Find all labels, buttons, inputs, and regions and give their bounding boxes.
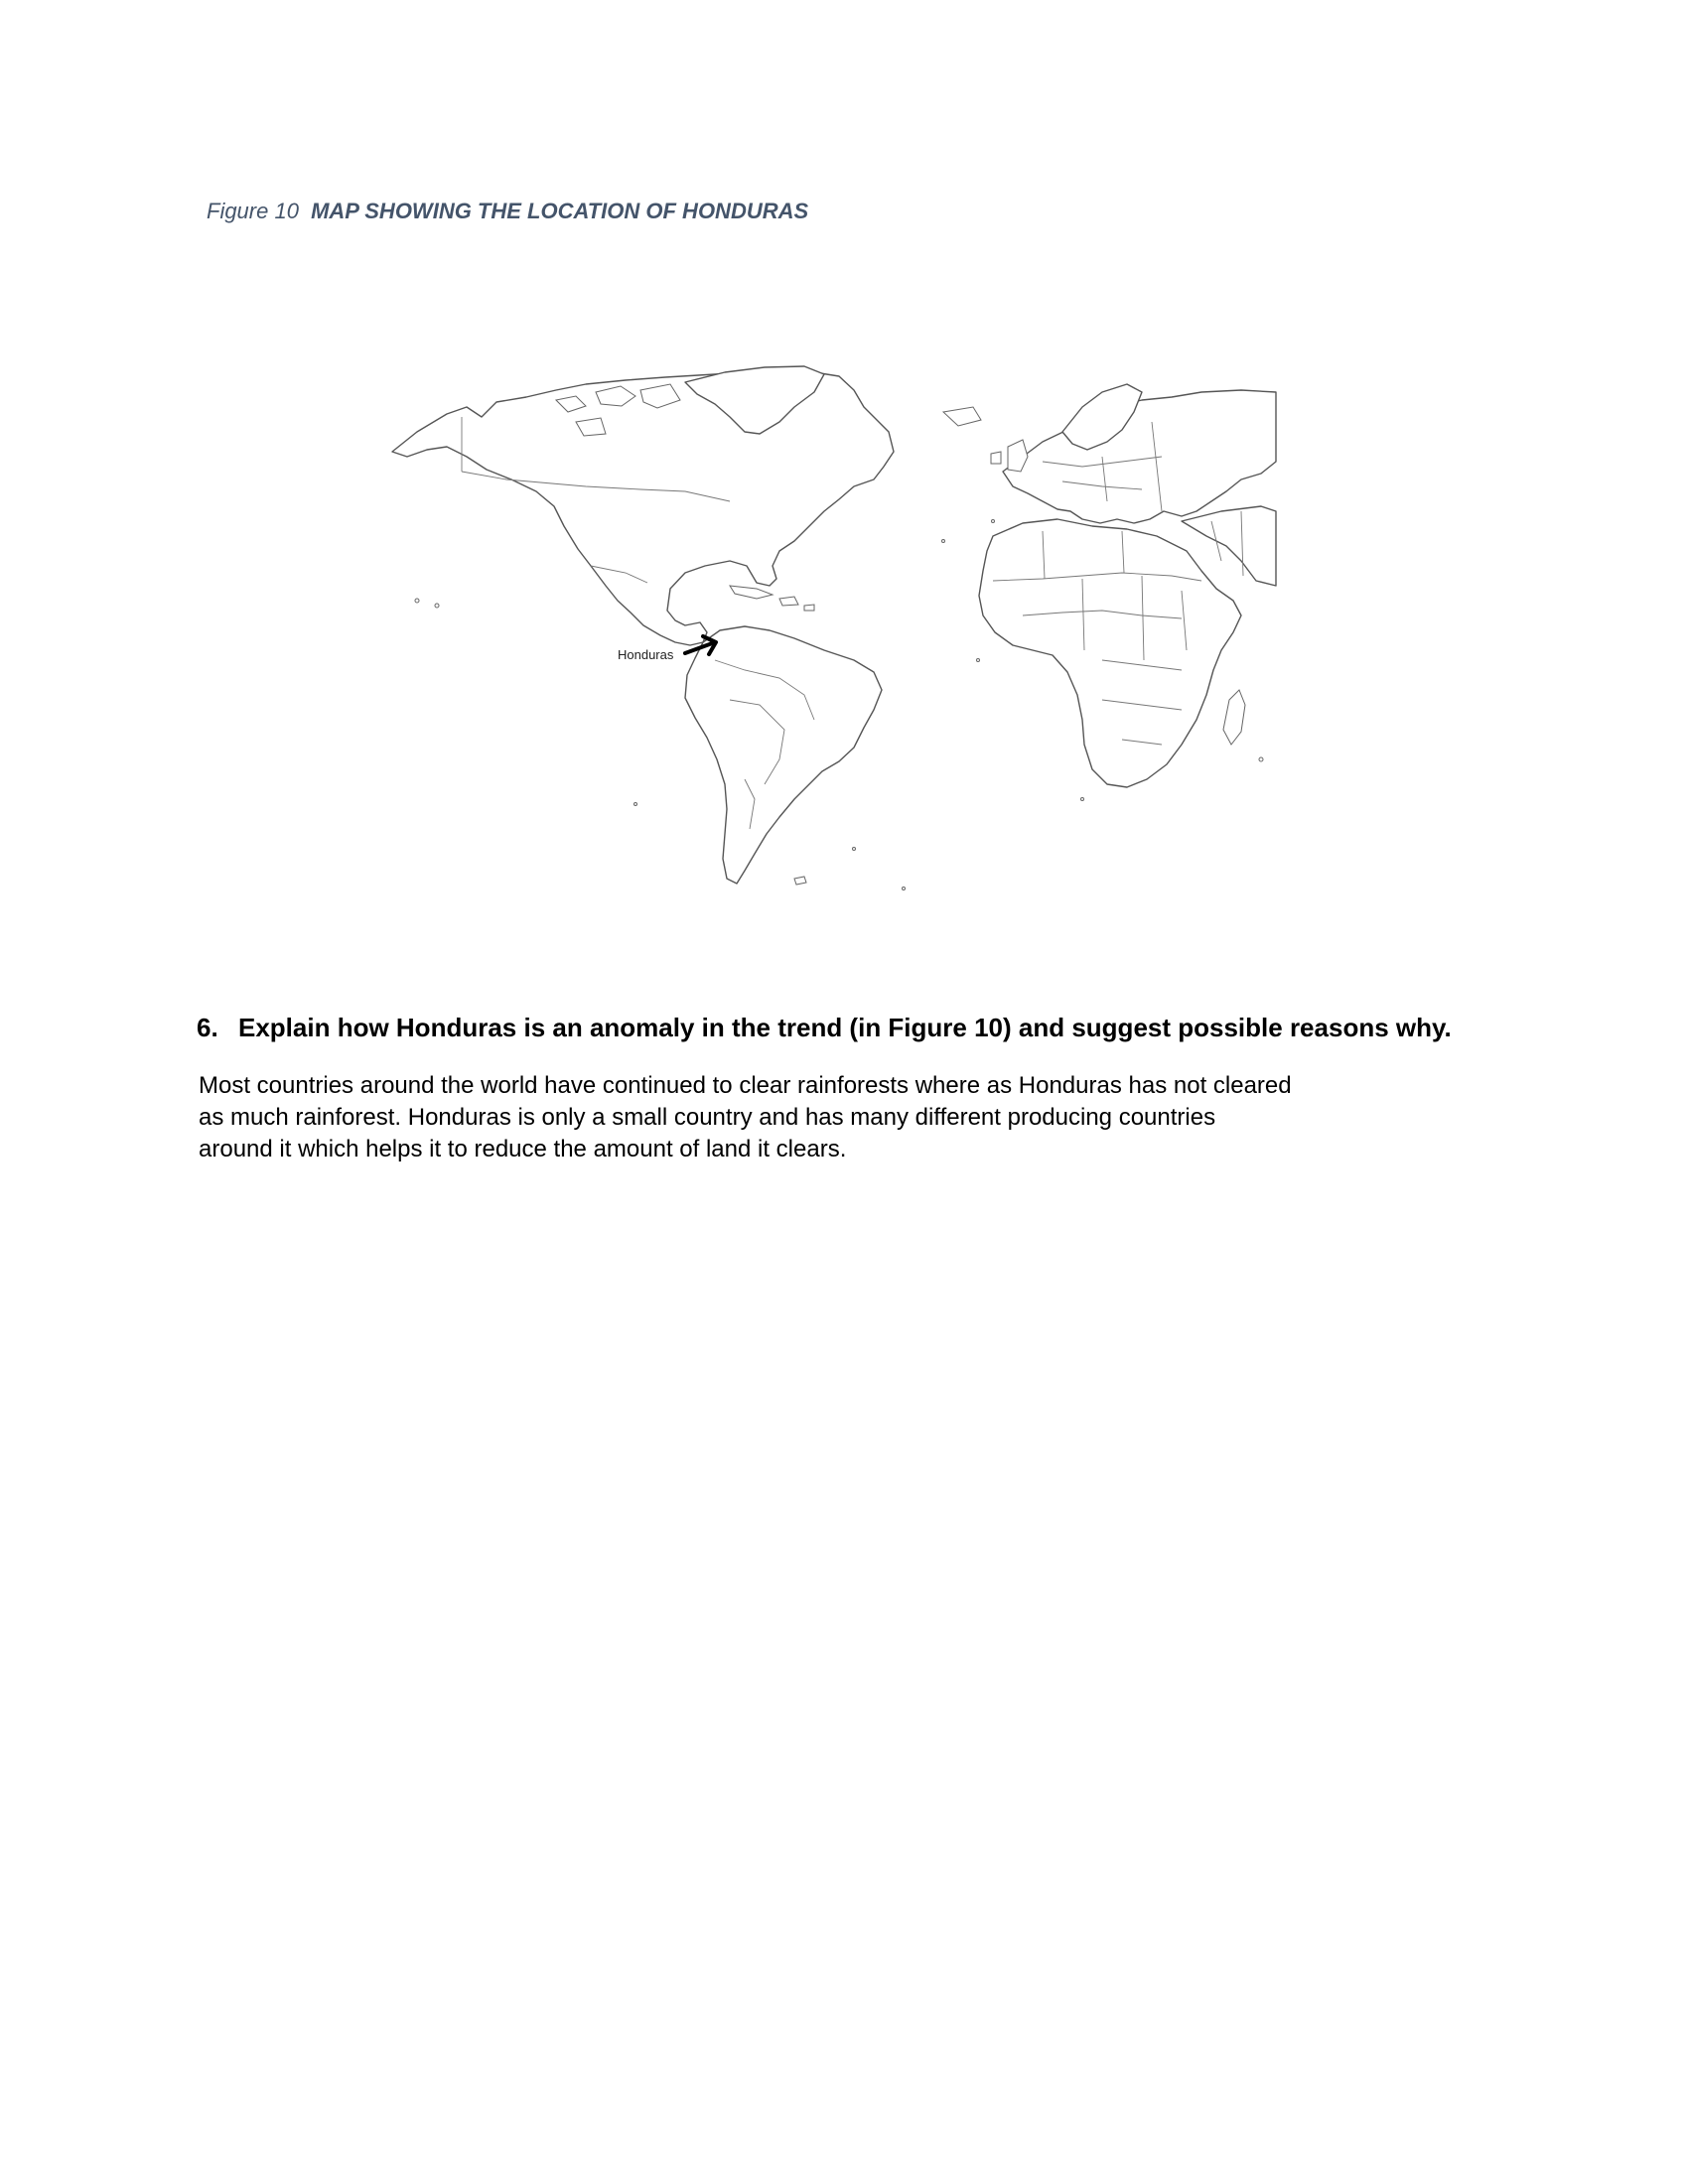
europe-outline — [1003, 390, 1276, 523]
answer-line: Most countries around the world have continued to clear rainforests where as Honduras has not cleared — [199, 1072, 1292, 1099]
honduras-map-label: Honduras — [618, 647, 674, 662]
answer-text — [199, 1070, 1509, 1165]
world-map — [387, 362, 1281, 928]
south-america-outline — [685, 626, 882, 884]
iceland-outline — [943, 407, 981, 426]
question-text: Explain how Honduras is an anomaly in the trend (in Figure 10) and suggest possible reasons why. — [238, 1013, 1452, 1042]
question-number: 6. — [197, 1013, 218, 1042]
figure-caption — [207, 199, 808, 224]
figure-label: Figure 10 — [207, 199, 299, 223]
madagascar-outline — [1223, 690, 1245, 745]
figure-title: MAP SHOWING THE LOCATION OF HONDURAS — [311, 199, 809, 223]
answer-line: as much rainforest. Honduras is only a small country and has many different producing countries — [199, 1104, 1216, 1131]
africa-outline — [979, 519, 1241, 787]
answer-line: around it which helps it to reduce the amount of land it clears. — [199, 1136, 847, 1162]
north-america-outline — [392, 370, 894, 645]
question-6 — [197, 1013, 1517, 1043]
